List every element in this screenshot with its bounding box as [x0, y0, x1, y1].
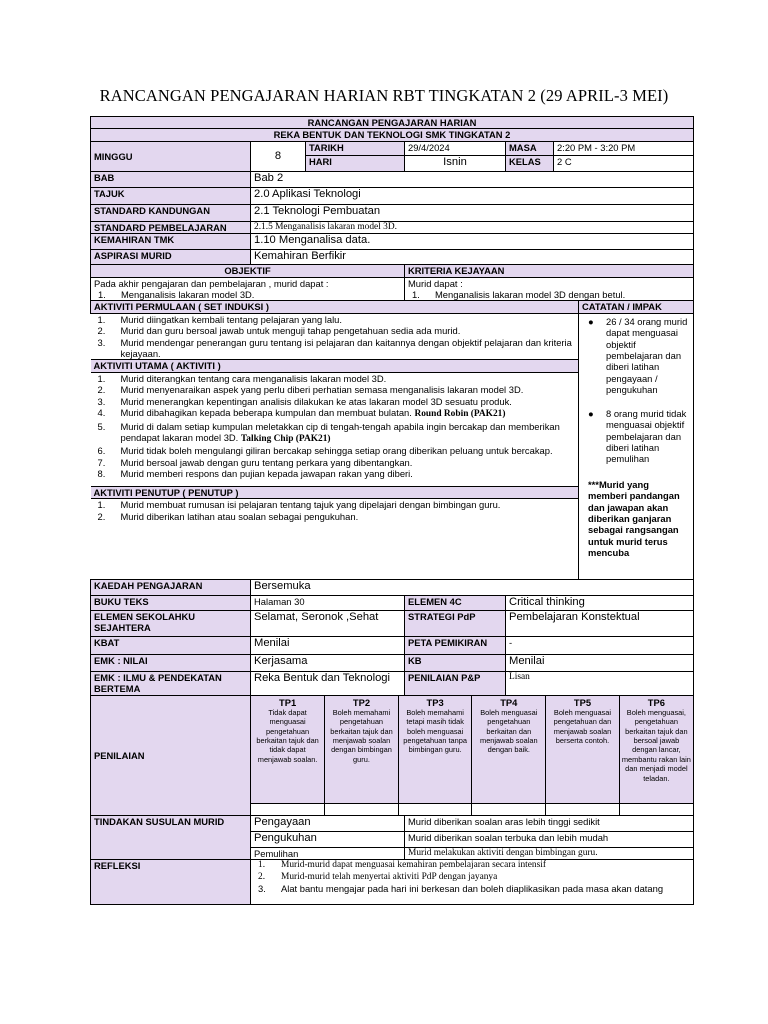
- tp5-cell: TP5 Boleh menguasai pengetahuan dan menjawab soalan berserta contoh.: [546, 696, 620, 804]
- document-title: RANCANGAN PENGAJARAN HARIAN RBT TINGKATAN 2 (29 APRIL-3 MEI): [99, 86, 669, 105]
- list-item: 4. Murid dibahagikan kepada beberapa kumpulan dan membuat bulatan. Round Robin (PAK21): [97, 407, 506, 420]
- tp2-mark: [325, 804, 399, 815]
- list-item: 3. Alat bantu mengajar pada hari ini berkesan dan boleh diaplikasikan pada masa akan datang: [258, 883, 664, 894]
- aktiviti-permulaan-label: AKTIVITI PERMULAAN ( SET INDUKSI ): [91, 301, 579, 313]
- bab-value: Bab 2: [251, 171, 694, 187]
- kelas-label: KELAS: [506, 155, 554, 171]
- standard-kandungan-label: STANDARD KANDUNGAN: [91, 204, 251, 221]
- kaedah-label: KAEDAH PENGAJARAN: [91, 579, 251, 595]
- aktiviti-permulaan-list: [91, 314, 579, 360]
- tp3-mark: [398, 804, 472, 815]
- kriteria-intro: Murid dapat :: [408, 277, 463, 289]
- bab-label: BAB: [91, 171, 251, 187]
- tp6-mark: [619, 804, 693, 815]
- kemahiran-tmk-value: 1.10 Menganalisa data.: [251, 234, 694, 250]
- catatan-bullet-2: ● 8 orang murid tidak menguasai objektif pembelajaran dan diberi latihan pemulihan: [588, 407, 687, 465]
- peta-pemikiran-label: PETA PEMIKIRAN: [405, 636, 506, 654]
- tindakan-desc: Murid melakukan aktiviti dengan bimbingan guru.: [405, 847, 694, 859]
- list-item: 2. Murid dan guru bersoal jawab untuk menguji tahap pengetahuan sedia ada murid.: [97, 325, 461, 337]
- objektif-item: 1. Menganalisis lakaran model 3D.: [98, 289, 255, 301]
- aktiviti-utama-label: AKTIVITI UTAMA ( AKTIVITI ): [91, 360, 579, 372]
- bullet-icon: ●: [588, 315, 594, 327]
- kb-value: Menilai: [506, 654, 694, 671]
- hari-value: Isnin: [405, 155, 506, 171]
- elemen-4c-value: Critical thinking: [506, 595, 694, 610]
- aspirasi-murid-value: Kemahiran Berfikir: [251, 250, 694, 265]
- strategi-label: STRATEGI PdP: [405, 610, 506, 636]
- tp4-mark: [472, 804, 546, 815]
- list-item: 2. Murid diberikan latihan atau soalan sebagai pengukuhan.: [97, 510, 359, 522]
- penilaian-pp-label: PENILAIAN P&P: [405, 671, 506, 695]
- catatan-note: ***Murid yang memberi pandangan dan jawapan akan diberikan ganjaran sebagai rangsangan untuk murid terus mencuba: [588, 478, 680, 559]
- header-row: [91, 117, 694, 129]
- tarikh-value: 29/4/2024: [405, 141, 506, 155]
- list-item: 6. Murid tidak boleh mengulangi giliran bercakap sehingga setiap orang diberikan peluang untuk bercakap.: [97, 445, 553, 457]
- tindakan-desc: Murid diberikan soalan aras lebih tinggi sedikit: [405, 815, 694, 831]
- tp4-cell: TP4 Boleh menguasai pengetahuan berkaitan dan menjawab soalan dengan baik.: [472, 696, 546, 804]
- masa-value: 2:20 PM - 3:20 PM: [554, 141, 694, 155]
- kaedah-value: Bersemuka: [251, 579, 694, 595]
- pak21-tag: Round Robin (PAK21): [414, 409, 506, 420]
- aktiviti-utama-list: [91, 372, 579, 486]
- aktiviti-penutup-list: [91, 499, 579, 579]
- tindakan-name: Pemulihan: [251, 847, 405, 859]
- list-item: 8. Murid memberi respons dan pujian kepada jawapan rakan yang diberi.: [97, 468, 413, 480]
- emk-nilai-value: Kerjasama: [251, 654, 405, 671]
- buku-teks-label: BUKU TEKS: [91, 595, 251, 610]
- sekolahku-value: Selamat, Seronok ,Sehat: [251, 610, 405, 636]
- tajuk-label: TAJUK: [91, 187, 251, 204]
- catatan-content: [579, 313, 694, 579]
- kriteria-label: KRITERIA KEJAYAAN: [405, 265, 694, 277]
- list-item: 1. Murid-murid dapat menguasai kemahiran pembelajaran secara intensif: [258, 860, 546, 871]
- standard-pembelajaran-label: STANDARD PEMBELAJARAN: [91, 221, 251, 233]
- kbat-value: Menilai: [251, 636, 405, 654]
- standard-pembelajaran-value: 2.1.5 Menganalisis lakaran model 3D.: [251, 221, 694, 233]
- strategi-value: Pembelajaran Konstektual: [506, 610, 694, 636]
- tp1-cell: TP1 Tidak dapat menguasai pengetahuan berkaitan tajuk dan tidak dapat menjawab soalan.: [251, 696, 325, 804]
- emk-nilai-label: EMK : NILAI: [91, 654, 251, 671]
- kriteria-item: 1. Menganalisis lakaran model 3D dengan betul.: [412, 289, 626, 301]
- penilaian-label: PENILAIAN: [91, 695, 251, 815]
- kbat-label: KBAT: [91, 636, 251, 654]
- tp6-cell: TP6 Boleh menguasai, pengetahuan berkaitan tajuk dan bersoal jawab dengan lancar, membantu rakan lain dan menjadi model teladan.: [619, 696, 693, 804]
- penilaian-levels: [251, 695, 694, 815]
- standard-kandungan-value: 2.1 Teknologi Pembuatan: [251, 204, 694, 221]
- buku-teks-value: Halaman 30: [251, 595, 405, 610]
- minggu-value: 8: [251, 141, 306, 171]
- list-item: 3. Murid menerangkan kepentingan analisis dilakukan ke atas lakaran model 3D sesuatu produk.: [97, 395, 512, 407]
- kelas-value: 2 C: [554, 155, 694, 171]
- kb-label: KB: [405, 654, 506, 671]
- catatan-bullet-1: ● 26 / 34 orang murid dapat menguasai objektif pembelajaran dan diberi latihan pengayaan / pengukuhan: [588, 315, 688, 396]
- bullet-icon: ●: [588, 407, 594, 419]
- header-line-2: REKA BENTUK DAN TEKNOLOGI SMK TINGKATAN 2: [91, 129, 694, 141]
- tarikh-label: TARIKH: [306, 141, 405, 155]
- emk-ilmu-value: Reka Bentuk dan Teknologi: [251, 671, 405, 695]
- sekolahku-label: ELEMEN SEKOLAHKU SEJAHTERA: [91, 610, 251, 636]
- minggu-label: MINGGU: [91, 141, 251, 171]
- list-item: 1. Murid diingatkan kembali tentang pelajaran yang lalu.: [97, 313, 342, 325]
- list-item: 2. Murid menyenaraikan aspek yang perlu diberi perhatian semasa menganalisis lakaran model 3D.: [97, 384, 524, 396]
- aktiviti-penutup-label: AKTIVITI PENUTUP ( PENUTUP ): [91, 486, 579, 498]
- hari-label: HARI: [306, 155, 405, 171]
- elemen-4c-label: ELEMEN 4C: [405, 595, 506, 610]
- kriteria-content: [405, 277, 694, 301]
- list-item: 2. Murid-murid telah menyertai aktiviti PdP dengan jayanya: [258, 871, 498, 882]
- tindakan-name: Pengukuhan: [251, 831, 405, 847]
- pak21-tag: Talking Chip (PAK21): [240, 433, 331, 444]
- objektif-label: OBJEKTIF: [91, 265, 405, 277]
- refleksi-content: [251, 860, 694, 905]
- objektif-content: [91, 277, 405, 301]
- objektif-intro: Pada akhir pengajaran dan pembelajaran , murid dapat :: [94, 277, 329, 289]
- list-item: 7. Murid bersoal jawab dengan guru tentang perkara yang dibentangkan.: [97, 456, 413, 468]
- refleksi-label: REFLEKSI: [91, 860, 251, 905]
- list-item: 3. Murid mendengar penerangan guru tentang isi pelajaran dan kaitannya dengan objektif pelajaran dan kriteria kejayaan.: [97, 336, 572, 360]
- emk-ilmu-label: EMK : ILMU & PENDEKATAN BERTEMA: [91, 671, 251, 695]
- tp2-cell: TP2 Boleh memahami pengetahuan berkaitan tajuk dan menjawab soalan dengan bimbingan guru.: [325, 696, 399, 804]
- kemahiran-tmk-label: KEMAHIRAN TMK: [91, 234, 251, 250]
- activities-block: [91, 313, 579, 579]
- list-item: 1. Murid diterangkan tentang cara menganalisis lakaran model 3D.: [97, 372, 387, 384]
- tindakan-desc: Murid diberikan soalan terbuka dan lebih mudah: [405, 831, 694, 847]
- catatan-label: CATATAN / IMPAK: [579, 301, 694, 313]
- list-item: 1. Murid membuat rumusan isi pelajaran tentang tajuk yang dipelajari dengan bimbingan guru.: [97, 499, 501, 511]
- tp1-mark: [251, 804, 325, 815]
- header-line-1: RANCANGAN PENGAJARAN HARIAN: [91, 117, 694, 129]
- tindakan-label: TINDAKAN SUSULAN MURID: [91, 815, 251, 859]
- tp5-mark: [546, 804, 620, 815]
- list-item: 5. Murid di dalam setiap kumpulan meletakkan cip di tengah-tengah apabila ingin bercakap dan memberikan pendapat lakaran model 3D. Talking Chip (PAK21): [97, 420, 560, 444]
- aspirasi-murid-label: ASPIRASI MURID: [91, 250, 251, 265]
- penilaian-pp-value: Lisan: [506, 671, 694, 695]
- tp3-cell: TP3 Boleh memahami tetapi masih tidak boleh menguasai pengetahuan tanpa bimbingan guru.: [398, 696, 472, 804]
- tindakan-name: Pengayaan: [251, 815, 405, 831]
- masa-label: MASA: [506, 141, 554, 155]
- peta-pemikiran-value: -: [506, 636, 694, 654]
- lesson-plan-table: [90, 116, 694, 905]
- tajuk-value: 2.0 Aplikasi Teknologi: [251, 187, 694, 204]
